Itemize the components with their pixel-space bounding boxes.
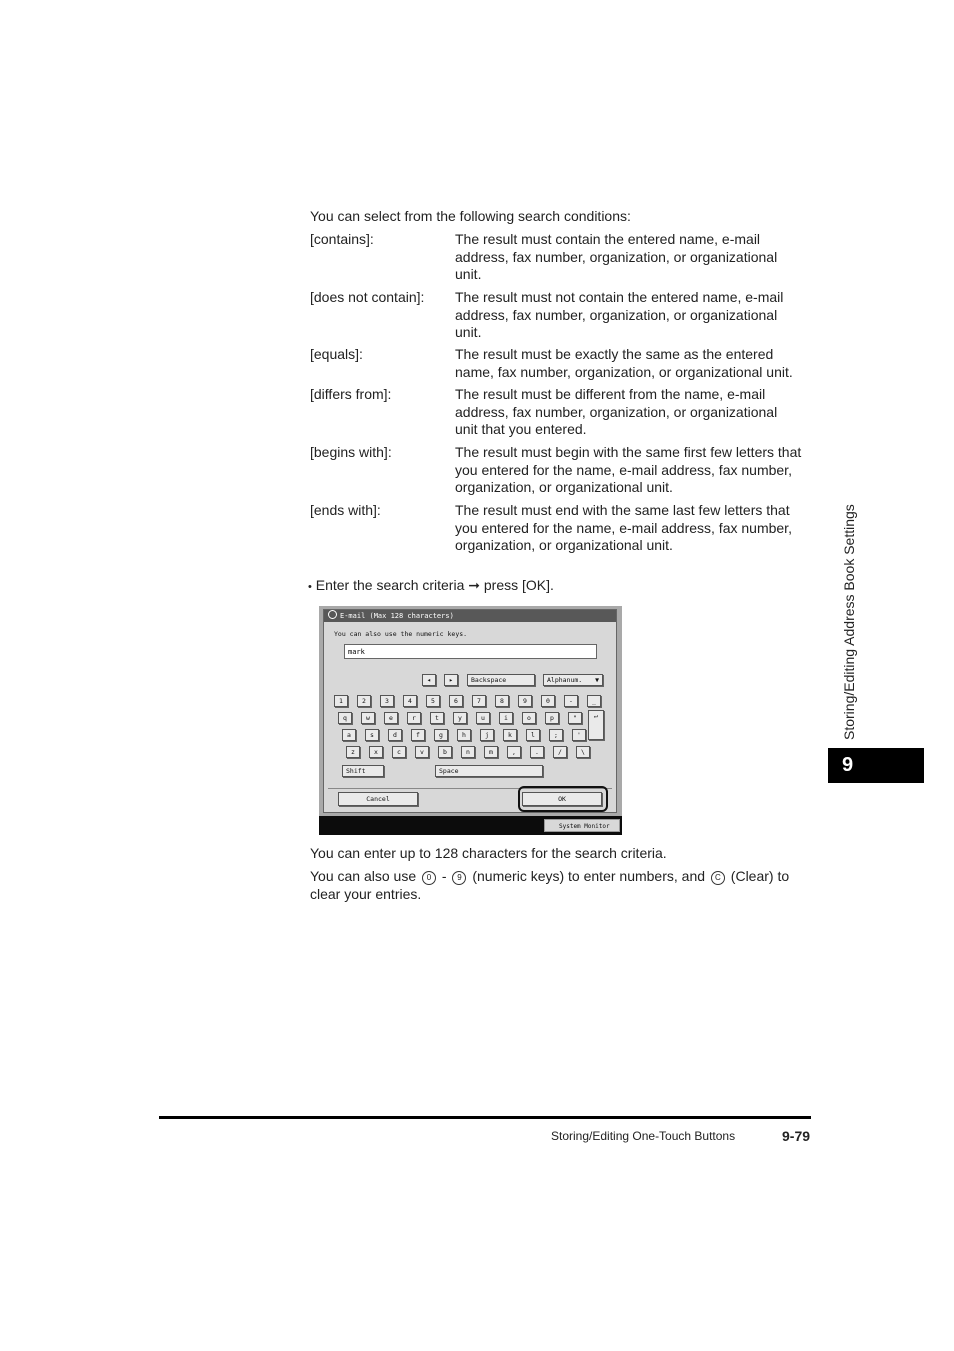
key[interactable]: p <box>545 712 559 724</box>
numeric-key-0-icon: 0 <box>422 871 436 885</box>
enter-key[interactable]: ↵ <box>588 710 604 740</box>
key[interactable]: s <box>365 729 379 741</box>
key[interactable]: " <box>568 712 582 724</box>
condition-term: [differs from]: <box>310 386 392 402</box>
condition-description: The result must not contain the entered name, e-mail address, fax number, organization, or organizational unit. <box>455 289 784 340</box>
note-text: You can enter up to 128 characters for the search criteria. <box>310 845 667 861</box>
backspace-button[interactable]: Backspace <box>467 674 535 686</box>
key[interactable]: j <box>480 729 494 741</box>
key[interactable]: i <box>499 712 513 724</box>
condition-term: [contains]: <box>310 231 374 247</box>
intro-text: You can select from the following search conditions: <box>310 208 631 224</box>
key[interactable]: c <box>392 746 406 758</box>
touch-panel-screenshot <box>319 606 622 835</box>
ok-button[interactable]: OK <box>522 792 602 806</box>
cursor-left-button[interactable]: ◂ <box>422 674 436 686</box>
key[interactable]: v <box>415 746 429 758</box>
key[interactable]: u <box>476 712 490 724</box>
condition-description: The result must end with the same last few letters that you entered for the name, e-mail address, fax number, organization, or organizational unit. <box>455 502 792 553</box>
condition-term: [begins with]: <box>310 444 392 460</box>
footer-section-title: Storing/Editing One-Touch Buttons <box>551 1129 736 1143</box>
system-monitor-button[interactable]: System Monitor <box>544 819 620 832</box>
key[interactable]: 2 <box>357 695 371 707</box>
space-button[interactable]: Space <box>435 765 543 777</box>
numeric-key-9-icon: 9 <box>452 871 466 885</box>
bullet-icon: • <box>308 581 312 593</box>
step-instruction: • Enter the search criteria ➞ press [OK]. <box>308 577 554 593</box>
clear-key-icon: C <box>711 871 725 885</box>
mode-select[interactable]: Alphanum. ▼ <box>543 674 603 686</box>
key[interactable]: 4 <box>403 695 417 707</box>
key[interactable]: 7 <box>472 695 486 707</box>
key[interactable]: ; <box>549 729 563 741</box>
key[interactable]: g <box>434 729 448 741</box>
footer-rule <box>159 1116 811 1119</box>
key[interactable]: z <box>346 746 360 758</box>
highlight-ring <box>518 786 608 812</box>
condition-description: The result must be exactly the same as the entered name, fax number, organization, or organizational unit. <box>455 346 793 380</box>
keyboard-dialog <box>323 609 617 813</box>
key[interactable]: / <box>553 746 567 758</box>
condition-description: The result must contain the entered name, e-mail address, fax number, organization, or organizational unit. <box>455 231 778 282</box>
key[interactable]: 6 <box>449 695 463 707</box>
key[interactable]: o <box>522 712 536 724</box>
note-text: You can also use 0 - 9 (numeric keys) to enter numbers, and C (Clear) to clear your entries. <box>310 868 790 902</box>
key[interactable]: x <box>369 746 383 758</box>
key[interactable]: 8 <box>495 695 509 707</box>
condition-term: [equals]: <box>310 346 363 362</box>
key[interactable]: d <box>388 729 402 741</box>
email-icon <box>328 610 337 619</box>
condition-term: [ends with]: <box>310 502 381 518</box>
key[interactable]: q <box>338 712 352 724</box>
key[interactable]: t <box>430 712 444 724</box>
key[interactable]: f <box>411 729 425 741</box>
key[interactable]: , <box>507 746 521 758</box>
chapter-tab: 9 <box>828 748 924 783</box>
key[interactable]: 1 <box>334 695 348 707</box>
chevron-down-icon: ▼ <box>595 676 599 684</box>
key[interactable]: . <box>530 746 544 758</box>
key[interactable]: n <box>461 746 475 758</box>
key[interactable]: m <box>484 746 498 758</box>
hint-text: You can also use the numeric keys. <box>334 630 468 638</box>
key[interactable]: 5 <box>426 695 440 707</box>
key[interactable]: b <box>438 746 452 758</box>
key[interactable]: 3 <box>380 695 394 707</box>
page-number: 9-79 <box>782 1128 811 1144</box>
key[interactable]: k <box>503 729 517 741</box>
key[interactable]: y <box>453 712 467 724</box>
shift-button[interactable]: Shift <box>342 765 384 777</box>
status-bar <box>319 816 622 835</box>
key[interactable]: l <box>526 729 540 741</box>
key[interactable]: ' <box>572 729 586 741</box>
key[interactable]: - <box>564 695 578 707</box>
key[interactable]: e <box>384 712 398 724</box>
dialog-titlebar: E-mail (Max 128 characters) <box>324 610 616 622</box>
cursor-right-button[interactable]: ▸ <box>444 674 458 686</box>
condition-term: [does not contain]: <box>310 289 425 305</box>
cancel-button[interactable]: Cancel <box>338 792 418 806</box>
key[interactable]: w <box>361 712 375 724</box>
key[interactable]: \ <box>576 746 590 758</box>
entry-field[interactable]: mark <box>344 644 597 659</box>
arrow-right-icon: ➞ <box>468 577 480 593</box>
key[interactable]: _ <box>587 695 601 707</box>
key[interactable]: a <box>342 729 356 741</box>
key[interactable]: 9 <box>518 695 532 707</box>
key[interactable]: r <box>407 712 421 724</box>
key[interactable]: 0 <box>541 695 555 707</box>
condition-description: The result must be different from the name, e-mail address, fax number, organization, or organizational unit that you entered. <box>455 386 778 437</box>
condition-description: The result must begin with the same first few letters that you entered for the name, e-mail address, fax number, organization, or organizational unit. <box>455 444 802 495</box>
chapter-side-title: Storing/Editing Address Book Settings <box>841 504 857 740</box>
key[interactable]: h <box>457 729 471 741</box>
